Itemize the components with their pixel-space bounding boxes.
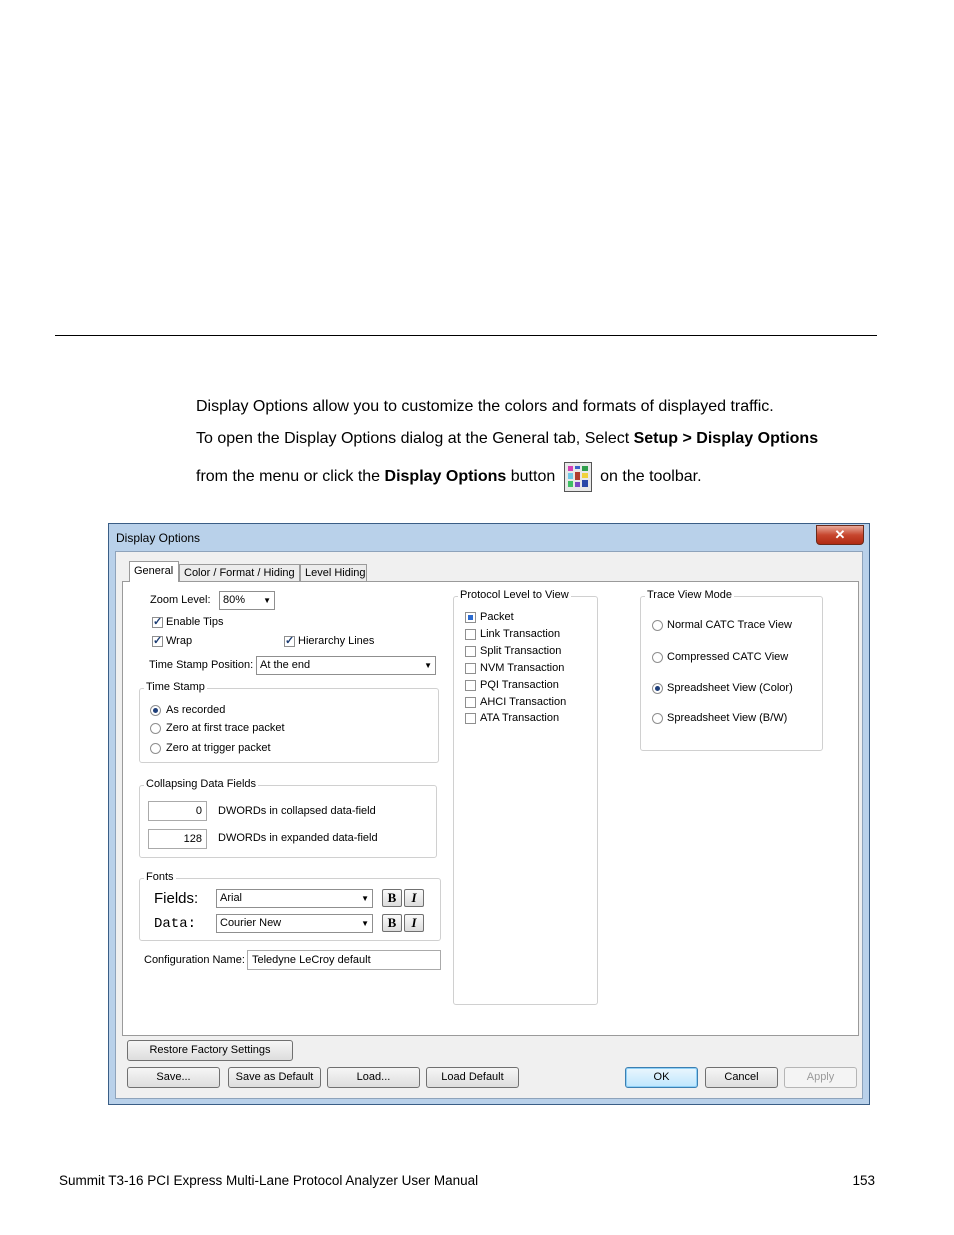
chevron-down-icon: ▼: [361, 894, 369, 903]
display-options-toolbar-icon: [564, 462, 592, 492]
fields-font-value: Arial: [220, 892, 243, 904]
intro-text: Display Options allow you to customize the colors and formats of displayed traffic.: [196, 398, 774, 415]
time-stamp-position-value: At the end: [260, 659, 311, 671]
fonts-group: [139, 871, 441, 941]
zero-trigger-packet-radio[interactable]: [150, 743, 161, 754]
time-stamp-group-title: Time Stamp: [146, 681, 205, 693]
trace-view-mode-group: [640, 589, 823, 751]
zoom-level-label: Zoom Level:: [150, 594, 211, 606]
expanded-dwords-label: DWORDs in expanded data-field: [218, 832, 378, 844]
zero-trigger-packet-label: Zero at trigger packet: [166, 742, 271, 754]
toolbar-instruction-text: from the menu or click the: [196, 468, 385, 485]
enable-tips-checkbox[interactable]: [152, 617, 163, 628]
zoom-level-value: 80%: [223, 594, 246, 606]
horizontal-rule: [55, 335, 877, 336]
paragraph-open-instructions: [196, 429, 818, 449]
packet-checkbox[interactable]: [465, 612, 476, 623]
chevron-down-icon: ▼: [263, 596, 271, 605]
button-name-text: Display Options: [384, 468, 507, 485]
compressed-catc-view-label: Compressed CATC View: [667, 651, 789, 663]
restore-factory-settings-button[interactable]: Restore Factory Settings: [127, 1040, 293, 1061]
ahci-transaction-checkbox[interactable]: [465, 697, 476, 708]
button-word-text: button: [506, 468, 560, 485]
ata-transaction-label: ATA Transaction: [480, 712, 560, 724]
configuration-name-input[interactable]: Teledyne LeCroy default: [247, 950, 441, 970]
time-stamp-position-select[interactable]: [256, 656, 436, 675]
configuration-name-label: Configuration Name:: [144, 954, 245, 966]
toolbar-suffix-text: on the toolbar.: [595, 468, 702, 485]
time-stamp-position-label: Time Stamp Position:: [149, 659, 254, 671]
zero-first-packet-label: Zero at first trace packet: [166, 722, 285, 734]
spreadsheet-color-view-radio[interactable]: [652, 683, 663, 694]
wrap-checkbox[interactable]: [152, 636, 163, 647]
save-as-default-button[interactable]: Save as Default: [228, 1067, 321, 1088]
data-italic-button[interactable]: I: [404, 914, 424, 932]
menu-path-text: Setup > Display Options: [633, 430, 819, 447]
tab-color-format-hiding[interactable]: Color / Format / Hiding: [179, 564, 300, 581]
packet-label: Packet: [480, 611, 514, 623]
load-default-button[interactable]: Load Default: [426, 1067, 519, 1088]
chevron-down-icon: ▼: [361, 919, 369, 928]
spreadsheet-color-view-label: Spreadsheet View (Color): [667, 682, 793, 694]
tab-general[interactable]: General: [129, 561, 179, 582]
trace-view-mode-group-title: Trace View Mode: [647, 589, 732, 601]
split-transaction-checkbox[interactable]: [465, 646, 476, 657]
cancel-button[interactable]: Cancel: [705, 1067, 778, 1088]
zero-first-packet-radio[interactable]: [150, 723, 161, 734]
spreadsheet-bw-view-radio[interactable]: [652, 713, 663, 724]
as-recorded-label: As recorded: [166, 704, 226, 716]
wrap-label: Wrap: [166, 635, 193, 647]
general-tab-panel: [122, 581, 859, 1036]
protocol-level-group-title: Protocol Level to View: [460, 589, 569, 601]
collapsing-group-title: Collapsing Data Fields: [146, 778, 257, 790]
fields-italic-button[interactable]: I: [404, 889, 424, 907]
data-font-label: Data:: [154, 916, 197, 932]
ok-button[interactable]: OK: [625, 1067, 698, 1088]
normal-catc-view-label: Normal CATC Trace View: [667, 619, 792, 631]
time-stamp-group: [139, 681, 439, 763]
data-font-select[interactable]: [216, 914, 373, 933]
hierarchy-lines-checkbox[interactable]: [284, 636, 295, 647]
normal-catc-view-radio[interactable]: [652, 620, 663, 631]
close-icon: ✕: [834, 527, 846, 542]
hierarchy-lines-label: Hierarchy Lines: [298, 635, 375, 647]
collapsing-data-fields-group: [139, 778, 437, 858]
instruction-text: To open the Display Options dialog at the General tab, Select: [196, 430, 634, 447]
collapsed-dwords-label: DWORDs in collapsed data-field: [218, 805, 376, 817]
spreadsheet-bw-view-label: Spreadsheet View (B/W): [667, 712, 788, 724]
chevron-down-icon: ▼: [424, 661, 432, 670]
nvm-transaction-label: NVM Transaction: [480, 662, 565, 674]
split-transaction-label: Split Transaction: [480, 645, 562, 657]
expanded-dwords-input[interactable]: 128: [148, 829, 207, 849]
collapsed-dwords-input[interactable]: 0: [148, 801, 207, 821]
paragraph-intro: [196, 397, 774, 417]
link-transaction-label: Link Transaction: [480, 628, 561, 640]
fields-bold-button[interactable]: B: [382, 889, 402, 907]
zoom-level-select[interactable]: [219, 591, 275, 610]
pqi-transaction-checkbox[interactable]: [465, 680, 476, 691]
enable-tips-label: Enable Tips: [166, 616, 224, 628]
close-button[interactable]: [816, 525, 864, 545]
fields-font-select[interactable]: [216, 889, 373, 908]
tab-level-hiding[interactable]: Level Hiding: [300, 564, 367, 581]
compressed-catc-view-radio[interactable]: [652, 652, 663, 663]
dialog-title: Display Options: [116, 531, 201, 545]
nvm-transaction-checkbox[interactable]: [465, 663, 476, 674]
fields-font-label: Fields:: [154, 890, 199, 907]
page-number: 153: [852, 1173, 875, 1188]
data-bold-button[interactable]: B: [382, 914, 402, 932]
apply-button[interactable]: Apply: [784, 1067, 857, 1088]
fonts-group-title: Fonts: [146, 871, 174, 883]
save-button[interactable]: Save...: [127, 1067, 220, 1088]
dialog-client-area: [115, 551, 863, 1099]
ahci-transaction-label: AHCI Transaction: [480, 696, 567, 708]
protocol-level-group: [453, 589, 598, 1005]
ata-transaction-checkbox[interactable]: [465, 713, 476, 724]
paragraph-toolbar: [196, 459, 702, 495]
footer-title: Summit T3-16 PCI Express Multi-Lane Protocol Analyzer User Manual: [59, 1173, 479, 1188]
pqi-transaction-label: PQI Transaction: [480, 679, 559, 691]
link-transaction-checkbox[interactable]: [465, 629, 476, 640]
load-button[interactable]: Load...: [327, 1067, 420, 1088]
as-recorded-radio[interactable]: [150, 705, 161, 716]
display-options-dialog: [108, 523, 870, 1105]
data-font-value: Courier New: [220, 917, 282, 929]
